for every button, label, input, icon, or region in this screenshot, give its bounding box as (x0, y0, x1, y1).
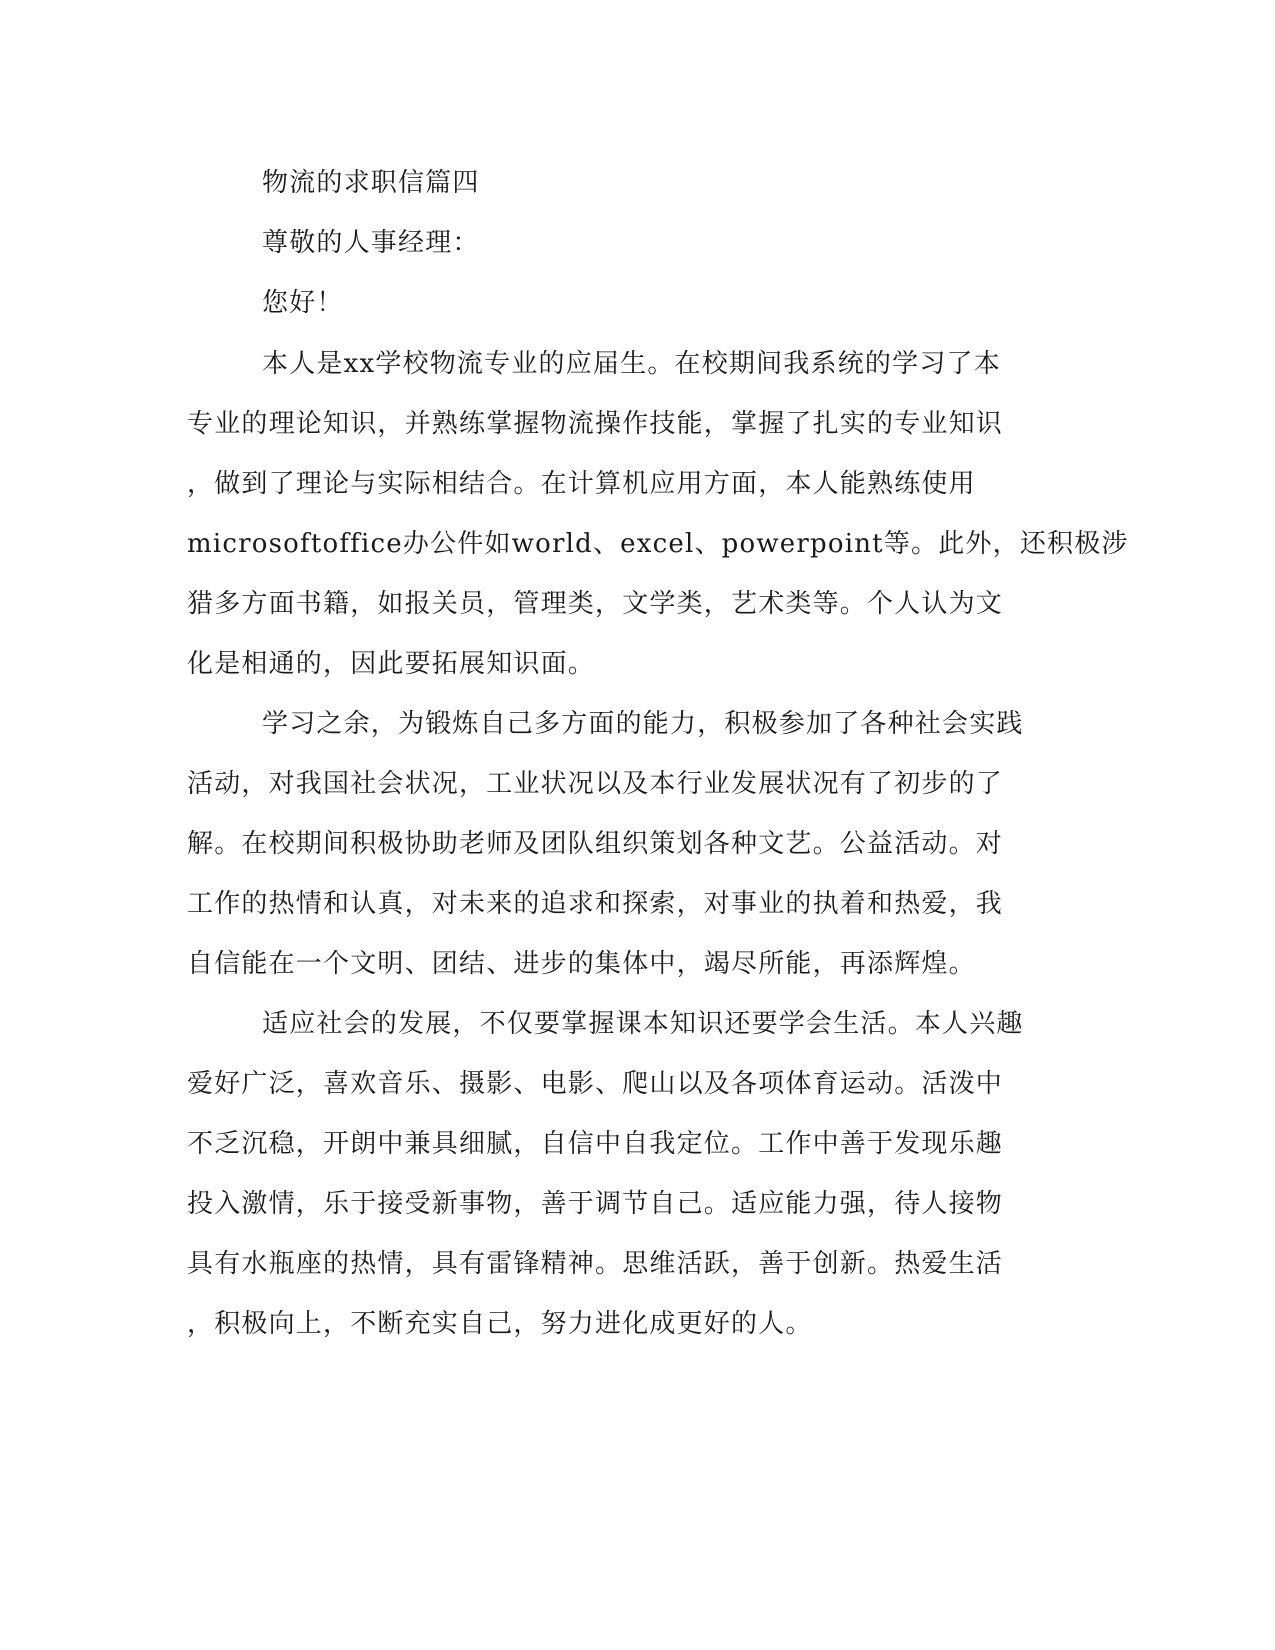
paragraph-line: 活动，对我国社会状况，工业状况以及本行业发展状况有了初步的了 (187, 769, 1004, 799)
paragraph-line: 工作的热情和认真，对未来的追求和探索，对事业的执着和热爱，我 (187, 889, 1004, 919)
paragraph-line: ，做到了理论与实际相结合。在计算机应用方面，本人能熟练使用 (187, 469, 976, 499)
paragraph-line: 本人是xx学校物流专业的应届生。在校期间我系统的学习了本 (262, 349, 1001, 379)
greeting: 您好！ (262, 288, 344, 318)
paragraph-line: microsoftoffice办公件如world、excel、powerpoint等。此外，还积极涉 (187, 529, 1129, 559)
paragraph-line: 解。在校期间积极协助老师及团队组织策划各种文艺。公益活动。对 (187, 829, 1004, 859)
paragraph-line: 爱好广泛，喜欢音乐、摄影、电影、爬山以及各项体育运动。活泼中 (187, 1069, 1004, 1099)
paragraph-line: 投入激情，乐于接受新事物，善于调节自己。适应能力强，待人接物 (187, 1189, 1004, 1219)
paragraph-line: 化是相通的，因此要拓展知识面。 (187, 649, 596, 679)
paragraph-line: 猎多方面书籍，如报关员，管理类，文学类，艺术类等。个人认为文 (187, 589, 1004, 619)
paragraph-line: 适应社会的发展，不仅要掌握课本知识还要学会生活。本人兴趣 (262, 1009, 1024, 1039)
paragraph-line: 自信能在一个文明、团结、进步的集体中，竭尽所能，再添辉煌。 (187, 949, 976, 979)
paragraph-line: ，积极向上，不断充实自己，努力进化成更好的人。 (187, 1309, 813, 1339)
paragraph-line: 专业的理论知识，并熟练掌握物流操作技能，掌握了扎实的专业知识 (187, 409, 1004, 439)
salutation: 尊敬的人事经理： (262, 228, 480, 258)
paragraph-line: 不乏沉稳，开朗中兼具细腻，自信中自我定位。工作中善于发现乐趣 (187, 1129, 1004, 1159)
paragraph-line: 具有水瓶座的热情，具有雷锋精神。思维活跃，善于创新。热爱生活 (187, 1249, 1004, 1279)
paragraph-line: 学习之余，为锻炼自己多方面的能力，积极参加了各种社会实践 (262, 709, 1024, 739)
document-title: 物流的求职信篇四 (262, 168, 480, 198)
